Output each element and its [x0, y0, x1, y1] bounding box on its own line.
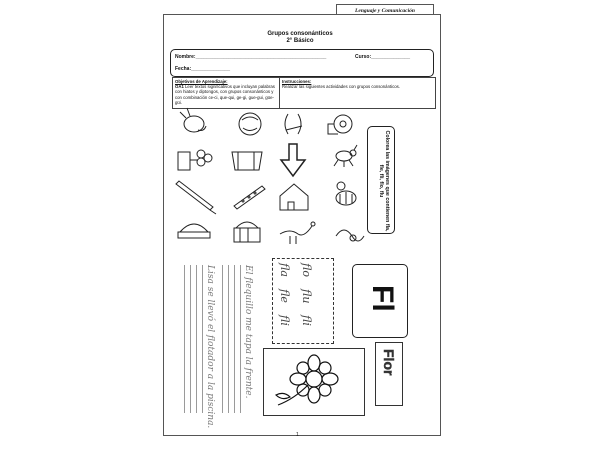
handwriting-sentence-2: [237, 265, 263, 413]
word-card: [375, 342, 403, 406]
basket-image[interactable]: [234, 222, 260, 242]
glass-image[interactable]: [232, 152, 262, 170]
objectives-heading: Objetivos de Aprendizaje:: [175, 79, 228, 84]
pencil-image[interactable]: [176, 181, 216, 214]
cursive-sentence-1: Lisa se llevó el flotador a la piscina.: [205, 265, 215, 429]
ant-image[interactable]: [334, 145, 357, 167]
word-card-label: Flor: [381, 349, 397, 376]
grade-label: 2° Básico: [286, 38, 314, 44]
page-title: Grupos consonánticos: [267, 31, 333, 37]
flower-image[interactable]: [264, 349, 364, 415]
ears-image[interactable]: [285, 114, 302, 134]
house-image[interactable]: [280, 184, 308, 210]
flute-image[interactable]: [234, 186, 265, 209]
objective-text: Leer textos significativos que incluyan palabras con hiatos y diptongos, con grupos consonánticos y con combinación ce-ci, que-qui, ge-gi, gue-gui, güe-güi.: [175, 84, 275, 105]
bee-image[interactable]: [336, 182, 356, 205]
page-number: 1: [296, 432, 299, 438]
course-label: Curso:: [355, 54, 372, 60]
flowerpot-image[interactable]: [178, 150, 212, 170]
name-blank: _______________________________________________: [195, 54, 327, 60]
syllable-grid: [272, 258, 334, 344]
date-label: Fecha:: [175, 66, 192, 72]
objective-code: OA1: [175, 84, 184, 90]
instructions-heading: Instrucciones:: [282, 79, 312, 84]
syllable-2: fle: [278, 289, 291, 303]
hat-image[interactable]: [178, 224, 210, 238]
fl-card-label: Fl: [366, 285, 399, 312]
instructions-text: Realizar las siguientes actividades con grupos consonánticos.: [282, 84, 400, 90]
syllable-5: flu: [300, 289, 313, 304]
padlock-image[interactable]: [328, 115, 352, 134]
cursive-sentence-2: El flequillo me tapa la frente.: [243, 265, 253, 399]
syllable-1: fla: [278, 263, 291, 277]
coloring-instruction-box: [367, 126, 395, 234]
flamingo-image[interactable]: [280, 222, 315, 244]
fl-card: [352, 264, 408, 338]
syllable-4: flo: [300, 263, 313, 277]
cabbage-image[interactable]: [239, 113, 261, 135]
coloring-instruction: Colorea las imágenes que contienen fla, fle, fli, flo, flu: [378, 130, 390, 232]
rabbit-image[interactable]: [180, 108, 206, 132]
syllable-3: fli: [300, 315, 313, 326]
snake-image[interactable]: [336, 230, 364, 241]
down-arrow-image: [281, 144, 305, 176]
date-blank: ______________: [191, 66, 231, 72]
subject-label: Lenguaje y Comunicación: [355, 8, 415, 14]
flower-coloring-box[interactable]: [263, 348, 365, 416]
syllable-6: fli: [278, 315, 291, 326]
course-blank: ______________: [371, 54, 411, 60]
name-label: Nombre:: [175, 54, 196, 60]
